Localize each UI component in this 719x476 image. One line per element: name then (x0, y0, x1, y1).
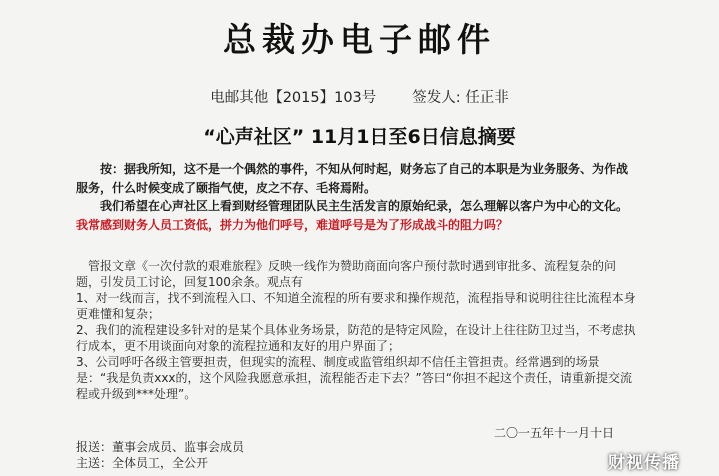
body-text (76, 258, 636, 402)
body-point-3: 3、公司呼吁各级主管要担责，但现实的流程、制度或监管组织却不信任主管担责。经常遇到的场景是：“我是负责xxx的，这个风险我愿意承担，流程能否走下去？”答曰“你担不起这个责任，请重新提交流程或升级到***处理”。 (76, 355, 632, 401)
watermark-logo: 财视传播 (608, 453, 680, 473)
note-paragraph-2-highlight: 我常感到财务人员工资低，拼力为他们呼号，难道呼号是为了形成战斗的阻力吗？ (76, 218, 509, 232)
body-point-2: 2、我们的流程建设多针对的是某个具体业务场景，防范的是特定风险，在设计上往往防卫过当，不考虑执行成本，更不用谈面向对象的流程拉通和友好的用户界面了； (76, 323, 636, 353)
send-to: 主送：全体员工，全公开 (76, 456, 209, 470)
signer: 签发人: 任正非 (412, 90, 509, 106)
document-number: 电邮其他【2015】103号 (210, 90, 377, 106)
document-title: 总裁办电子邮件 (223, 20, 496, 59)
distribution-list (76, 439, 244, 471)
note-paragraph-2-text: 我们希望在心声社区上看到财经管理团队民主生活发言的原始纪录，怎么理解以客户为中心的文化。 (100, 199, 629, 213)
body-intro: 管报文章《一次付款的艰难旅程》反映一线作为赞助商面向客户预付款时遇到审批多、流程复杂的问题，引发员工讨论，回复100余条。观点有 (76, 259, 617, 289)
note-paragraph-2 (76, 197, 636, 235)
body-point-1: 1、对一线而言，找不到流程入口、不知道全流程的所有要求和操作规范，流程指导和说明往往比流程本身更难懂和复杂； (76, 291, 636, 321)
document-date: 二〇一五年十一月十日 (494, 426, 615, 440)
document-subtitle: “心声社区” 11月1日至6日信息摘要 (203, 126, 516, 148)
note-paragraph-1: 按：据我所知，这不是一个偶然的事件，不知从何时起，财务忘了自己的本职是为业务服务、为作战服务，什么时候变成了颐指气使，皮之不存、毛将焉附。 (76, 162, 629, 195)
document-meta (0, 86, 719, 107)
report-to: 报送：董事会成员、监事会成员 (76, 440, 245, 454)
